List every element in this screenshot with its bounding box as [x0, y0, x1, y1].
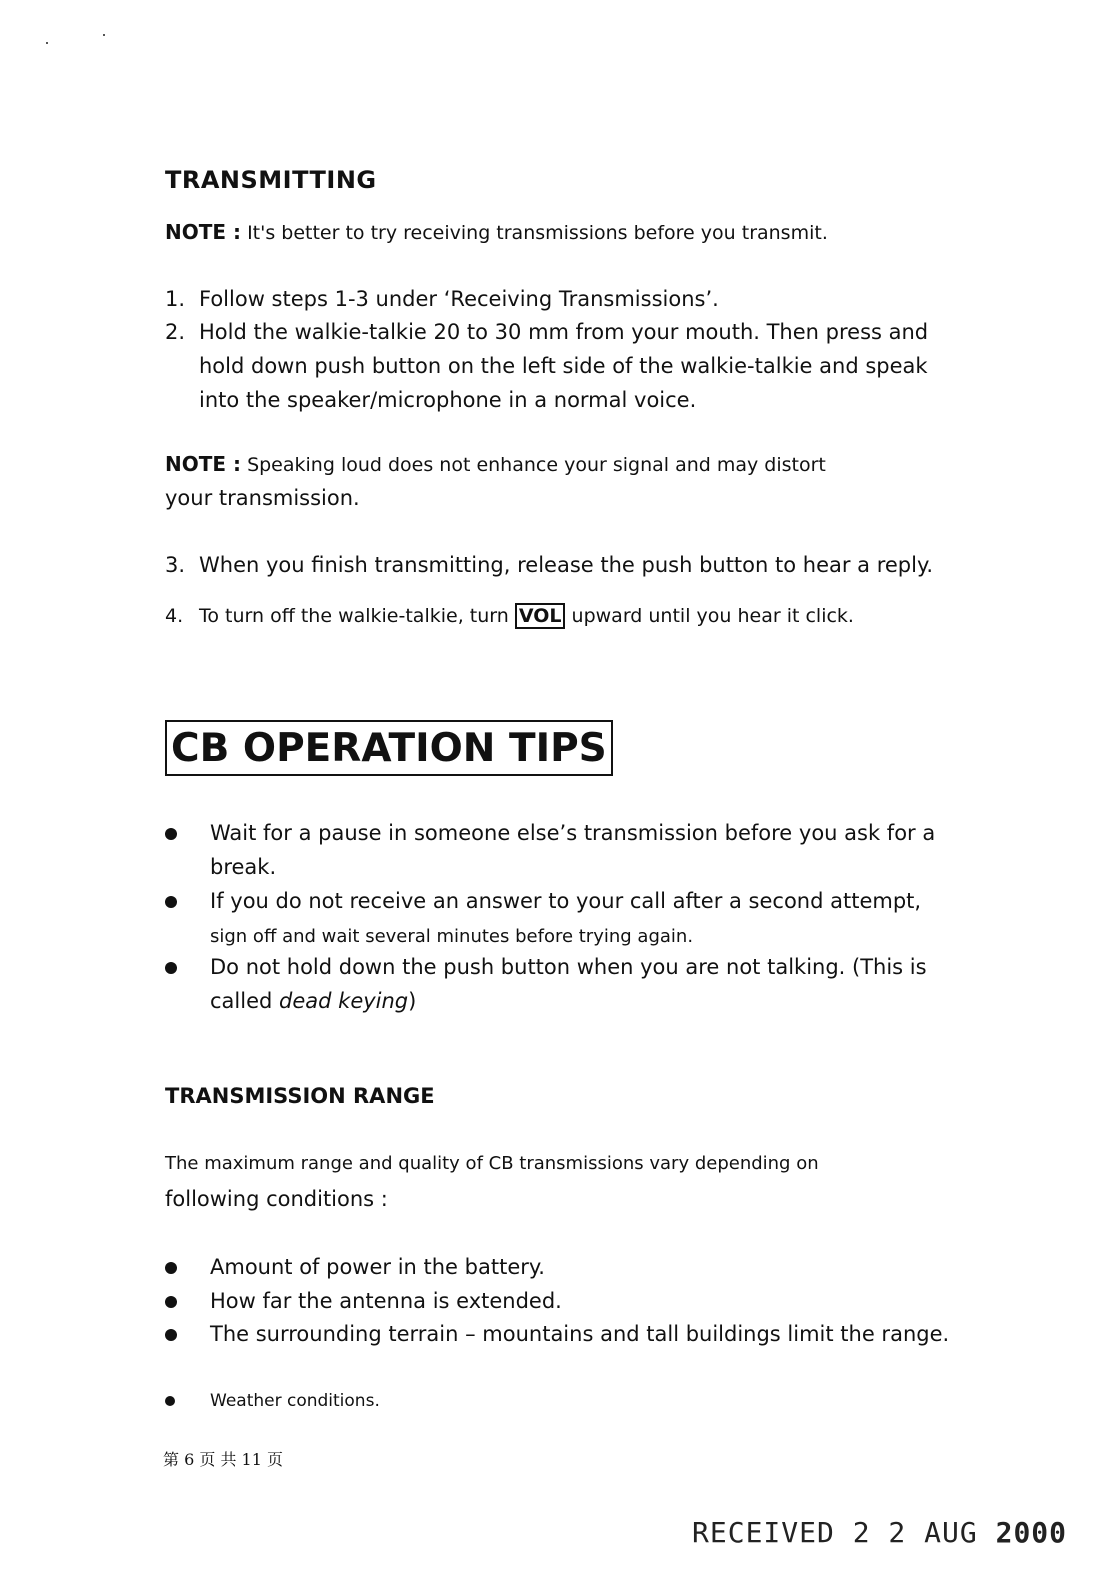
stamp-day: 2 2: [852, 1516, 907, 1549]
step-text: [199, 601, 959, 631]
bullet-icon: [165, 828, 177, 840]
step-2: [165, 315, 965, 425]
scan-speck: [46, 42, 48, 44]
note-2-label: NOTE :: [165, 452, 242, 476]
step-4-post: upward until you hear it click.: [571, 605, 854, 627]
step-number: 2.: [165, 320, 186, 344]
tip-bullet-1: [165, 816, 965, 886]
range-text: The surrounding terrain – mountains and tall buildings limit the range.: [210, 1322, 950, 1346]
tip-3-pre: Do not hold down the push button when you are not talking. (This is called: [210, 955, 927, 1013]
note-2: [165, 452, 826, 476]
bullet-icon: [165, 1296, 177, 1308]
note-2-text: Speaking loud does not enhance your signal and may distort: [247, 454, 826, 476]
tip-2-line-2: sign off and wait several minutes before trying again.: [210, 926, 694, 947]
note-1: [165, 220, 828, 244]
tip-2-line-1: If you do not receive an answer to your call after a second attempt,: [210, 889, 922, 913]
tip-3-post: ): [408, 989, 417, 1013]
range-text: Amount of power in the battery.: [210, 1255, 545, 1279]
bullet-icon: [165, 1329, 177, 1341]
range-text: Weather conditions.: [210, 1391, 380, 1411]
note-1-label: NOTE :: [165, 220, 242, 244]
step-4-pre: To turn off the walkie-talkie, turn: [199, 605, 509, 627]
range-text: How far the antenna is extended.: [210, 1289, 562, 1313]
transmission-range-heading: TRANSMISSION RANGE: [165, 1084, 435, 1108]
tip-text: [210, 884, 950, 954]
page-number: 第 6 页 共 11 页: [163, 1450, 283, 1469]
step-text: Hold the walkie-talkie 20 to 30 mm from your mouth. Then press and hold down push button on the left side of the walkie-talkie and speak into the speaker/microphone in a normal voice.: [199, 320, 929, 412]
step-3: [165, 548, 965, 588]
bullet-icon: [165, 896, 177, 908]
note-1-text: It's better to try receiving transmissions before you transmit.: [247, 222, 828, 244]
bullet-icon: [165, 962, 177, 974]
stamp-year: 2000: [995, 1516, 1068, 1549]
tip-text: [210, 950, 950, 1018]
tip-bullet-2: [165, 884, 965, 954]
range-bullet-3: [165, 1317, 965, 1387]
stamp-received: RECEIVED: [692, 1516, 835, 1549]
step-4: [165, 601, 965, 637]
step-text: Follow steps 1-3 under ‘Receiving Transmissions’.: [199, 287, 719, 311]
bullet-icon: [165, 1396, 175, 1406]
step-text: When you finish transmitting, release the push button to hear a reply.: [199, 553, 934, 577]
range-intro-line-2: following conditions :: [165, 1187, 388, 1211]
received-stamp: [692, 1516, 1067, 1549]
tip-text: Wait for a pause in someone else’s transmission before you ask for a break.: [210, 821, 936, 879]
step-number: 1.: [165, 287, 186, 311]
bullet-icon: [165, 1262, 177, 1274]
scan-speck: [103, 34, 105, 36]
range-intro-line-1: The maximum range and quality of CB transmissions vary depending on: [165, 1153, 819, 1174]
vol-key-label: VOL: [515, 603, 566, 629]
tip-bullet-3: [165, 950, 965, 1020]
transmitting-heading: TRANSMITTING: [165, 166, 377, 194]
note-2-continuation: your transmission.: [165, 486, 360, 510]
tip-3-emphasis: dead keying: [279, 989, 409, 1013]
cb-operation-tips-heading: CB OPERATION TIPS: [165, 720, 613, 776]
step-number: 3.: [165, 553, 186, 577]
range-bullet-4: [165, 1388, 965, 1418]
stamp-month: AUG: [924, 1516, 978, 1549]
step-number: 4.: [165, 605, 184, 627]
